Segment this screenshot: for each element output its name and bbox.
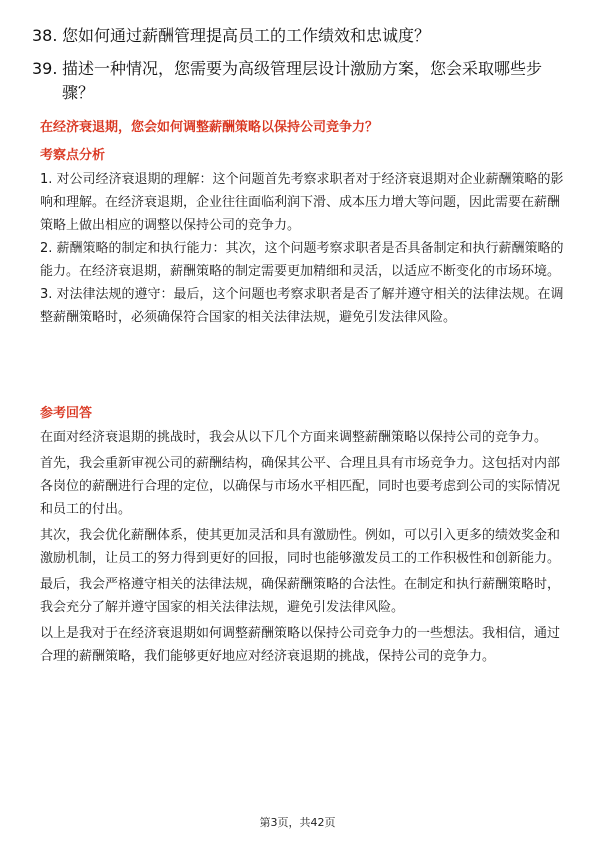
analysis-point: 1. 对公司经济衰退期的理解：这个问题首先考察求职者对于经济衰退期对企业薪酬策略的影响和理解。在经济衰退期，企业往往面临利润下滑、成本压力增大等问题，因此需要在薪酬策略上做出相应的调整以保持公司的竞争力。 xyxy=(40,172,564,233)
question-number: 39. xyxy=(32,59,58,78)
question-39 xyxy=(32,57,572,105)
answer-section xyxy=(40,404,570,668)
topic-question: 在经济衰退期，您会如何调整薪酬策略以保持公司竞争力？ xyxy=(40,120,379,135)
answer-paragraph: 最后，我会严格遵守相关的法律法规，确保薪酬策略的合法性。在制定和执行薪酬策略时，我会充分了解并遵守国家的相关法律法规，避免引发法律风险。 xyxy=(40,577,561,615)
topic-question-section xyxy=(40,118,570,138)
question-text: 描述一种情况，您需要为高级管理层设计激励方案，您会采取哪些步骤？ xyxy=(62,59,543,102)
answer-paragraph: 首先，我会重新审视公司的薪酬结构，确保其公平、合理且具有市场竞争力。这包括对内部各岗位的薪酬进行合理的定位，以确保与市场水平相匹配，同时也要考虑到公司的实际情况和员工的付出。 xyxy=(40,456,561,517)
answer-paragraph: 在面对经济衰退期的挑战时，我会从以下几个方面来调整薪酬策略以保持公司的竞争力。 xyxy=(40,430,548,445)
analysis-point: 2. 薪酬策略的制定和执行能力：其次，这个问题考察求职者是否具备制定和执行薪酬策略的能力。在经济衰退期，薪酬策略的制定需要更加精细和灵活，以适应不断变化的市场环境。 xyxy=(40,241,564,279)
analysis-point: 3. 对法律法规的遵守：最后，这个问题也考察求职者是否了解并遵守相关的法律法规。在调整薪酬策略时，必须确保符合国家的相关法律法规，避免引发法律风险。 xyxy=(40,287,564,325)
answer-paragraph: 以上是我对于在经济衰退期如何调整薪酬策略以保持公司竞争力的一些想法。我相信，通过合理的薪酬策略，我们能够更好地应对经济衰退期的挑战，保持公司的竞争力。 xyxy=(40,626,561,664)
analysis-heading: 考察点分析 xyxy=(40,148,106,163)
page-footer: 第3页，共42页 xyxy=(259,816,336,829)
answer-heading: 参考回答 xyxy=(40,406,93,421)
analysis-section xyxy=(40,146,570,329)
question-text: 您如何通过薪酬管理提高员工的工作绩效和忠诚度？ xyxy=(62,26,431,45)
question-38 xyxy=(32,24,572,48)
question-number: 38. xyxy=(32,26,58,45)
answer-paragraph: 其次，我会优化薪酬体系，使其更加灵活和具有激励性。例如，可以引入更多的绩效奖金和激励机制，让员工的努力得到更好的回报，同时也能够激发员工的工作积极性和创新能力。 xyxy=(40,528,561,566)
